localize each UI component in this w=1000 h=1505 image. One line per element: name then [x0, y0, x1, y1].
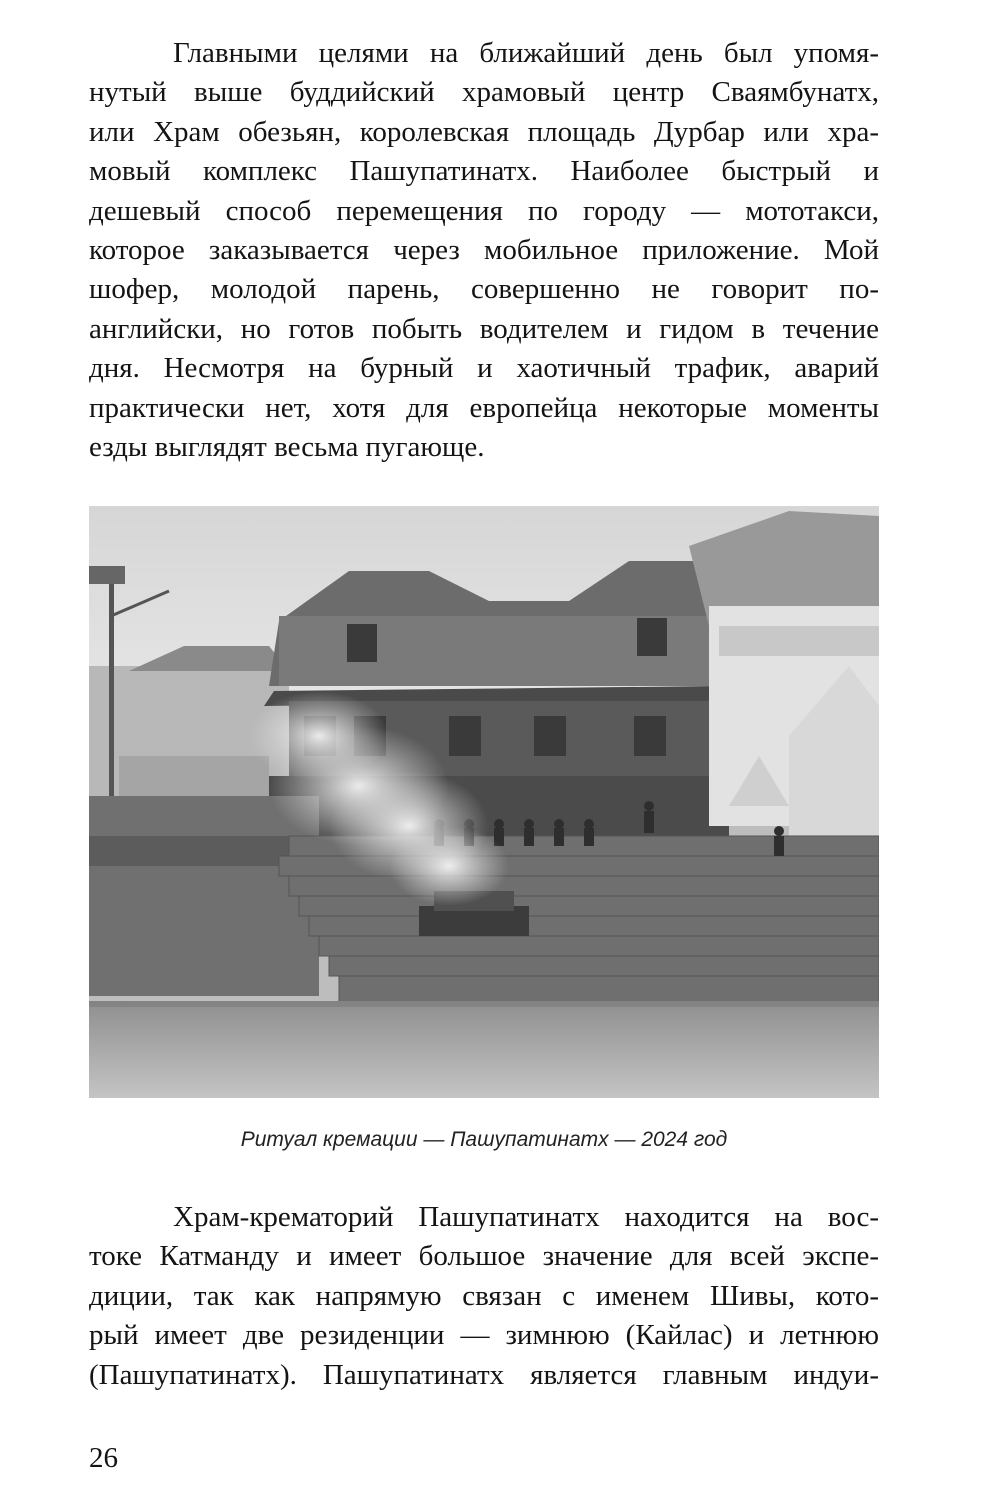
- text-line: (Пашупатинатх). Пашупатинатх является главным индуи-: [89, 1358, 879, 1391]
- text-line: английски, но готов побыть водителем и гидом в течение: [89, 312, 879, 345]
- page-number: 26: [89, 1442, 118, 1474]
- text-line: дешевый способ перемещения по городу — мототакси,: [89, 194, 879, 227]
- text-line: или Храм обезьян, королевская площадь Дурбар или хра-: [89, 115, 879, 148]
- cremation-photo: [89, 506, 879, 1098]
- text-line: нутый выше буддийский храмовый центр Сваямбунатх,: [89, 76, 879, 109]
- figure-caption: Ритуал кремации — Пашупатинатх — 2024 год: [240, 1128, 728, 1151]
- text-line: Главными целями на ближайший день был упомя-: [173, 37, 879, 69]
- text-line: мовый комплекс Пашупатинатх. Наиболее быстрый и: [89, 155, 879, 188]
- text-line: практически нет, хотя для европейца некоторые моменты: [89, 391, 879, 424]
- text-line: дня. Несмотря на бурный и хаотичный трафик, аварий: [89, 352, 879, 385]
- text-line: токе Катманду и имеет большое значение для всей экспе-: [89, 1240, 879, 1273]
- text-line: шофер, молодой парень, совершенно не говорит по-: [89, 273, 879, 306]
- paragraph-2: [89, 1198, 879, 1395]
- text-line: езды выглядят весьма пугающе.: [89, 431, 485, 464]
- text-line: рый имеет две резиденции — зимнюю (Кайлас) и летнюю: [89, 1319, 879, 1352]
- text-line: которое заказывается через мобильное приложение. Мой: [89, 234, 879, 267]
- paragraph-1: [89, 34, 879, 467]
- text-line: диции, так как напрямую связан с именем Шивы, кото-: [89, 1279, 879, 1312]
- text-line: Храм-крематорий Пашупатинатх находится на вос-: [173, 1201, 879, 1233]
